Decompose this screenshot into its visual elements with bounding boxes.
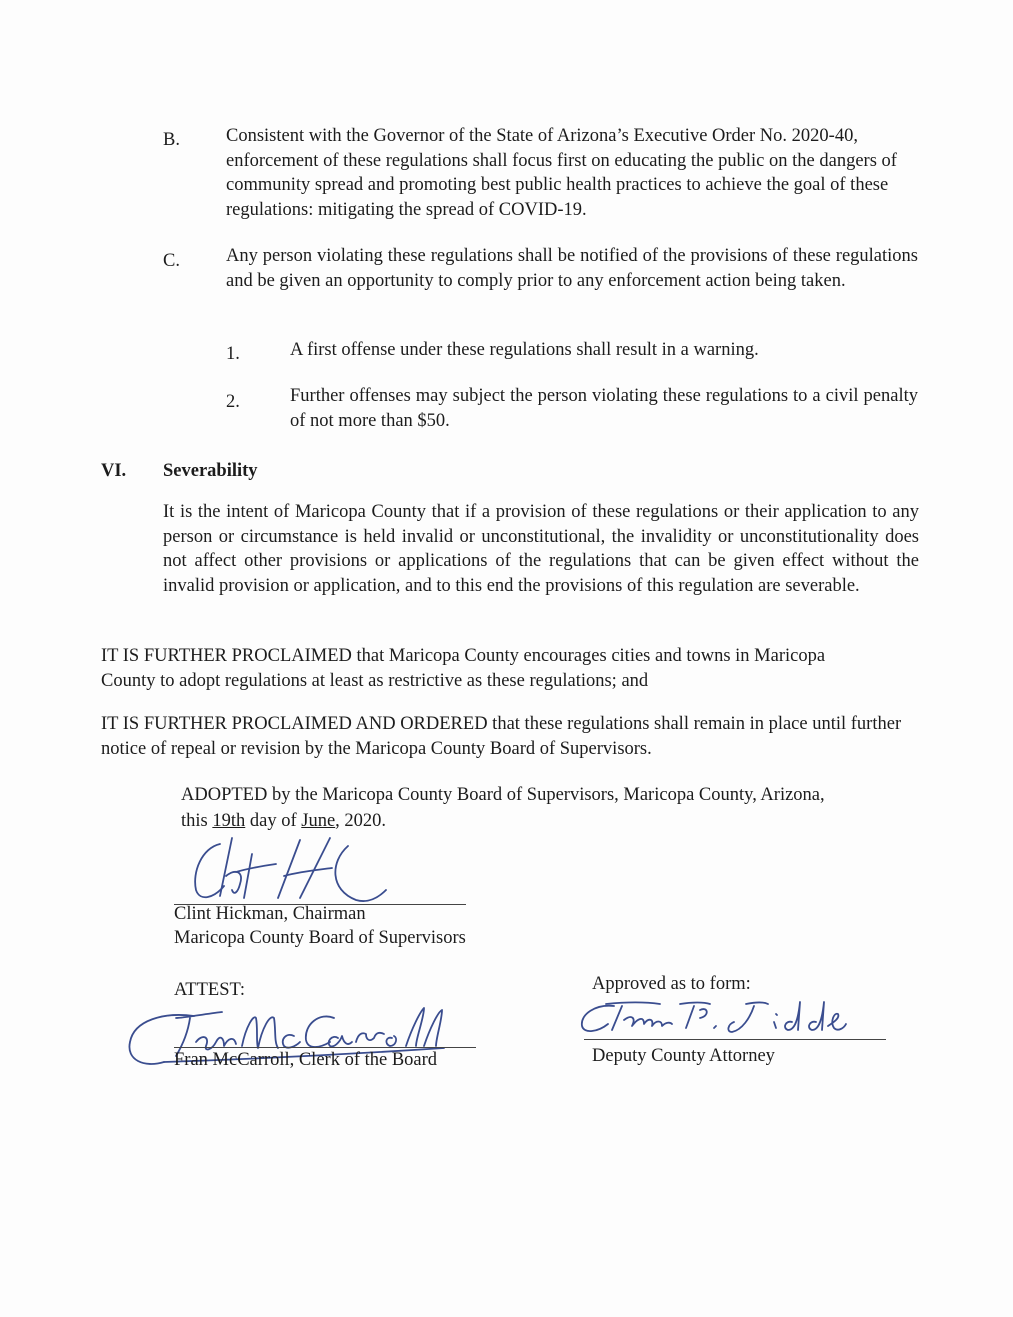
item-1-text: A first offense under these regulations shall result in a warning. bbox=[290, 340, 759, 360]
attest-label: ATTEST: bbox=[174, 980, 246, 1000]
chairman-org: Maricopa County Board of Supervisors bbox=[174, 928, 466, 948]
section-vi-text: It is the intent of Maricopa County that if a provision of these regulations or their application to any person or circumstance is held invalid or unconstitutional, the invalidity or unconstitutionality does not affect other provisions or applications of the regulations that can be given effect without the invalid provision or application, and to this end the provisions of this regulation are severable. bbox=[163, 502, 919, 596]
adopted-line-2 bbox=[181, 809, 581, 834]
approved-signature-line bbox=[584, 1039, 886, 1040]
chairman-signature bbox=[180, 832, 390, 908]
section-c-text: Any person violating these regulations shall be notified of the provisions of these regulations and be given an opportunity to comply prior to any enforcement action being taken. bbox=[226, 246, 918, 291]
item-2-label: 2. bbox=[226, 392, 240, 412]
section-vi-label: VI. bbox=[101, 461, 127, 481]
section-vi-heading: Severability bbox=[163, 461, 258, 481]
chairman-name: Clint Hickman, Chairman bbox=[174, 904, 366, 924]
section-b-label: B. bbox=[163, 130, 180, 150]
adopted-line-1: ADOPTED by the Maricopa County Board of Supervisors, Maricopa County, Arizona, bbox=[181, 785, 825, 805]
adopted-year: , 2020. bbox=[335, 811, 387, 831]
approved-signature bbox=[576, 994, 846, 1040]
approved-title: Deputy County Attorney bbox=[592, 1046, 775, 1066]
section-b-text: Consistent with the Governor of the State of Arizona’s Executive Order No. 2020-40, enforcement of these regulations shall focus first on educating the public on the dangers of community spread and promoting best public health practices to achieve the goal of these regulations: mitigating the spread of COVID-19. bbox=[226, 126, 897, 220]
adopted-day: 19th bbox=[212, 811, 246, 831]
adopted-month: June bbox=[301, 811, 336, 831]
item-1-label: 1. bbox=[226, 344, 240, 364]
item-2-text: Further offenses may subject the person violating these regulations to a civil penalty of not more than $50. bbox=[290, 386, 918, 431]
proclamation-2: IT IS FURTHER PROCLAIMED AND ORDERED that these regulations shall remain in place until further notice of repeal or revision by the Maricopa County Board of Supervisors. bbox=[101, 714, 902, 759]
adopted-day-of: day of bbox=[249, 811, 297, 831]
proclamation-1: IT IS FURTHER PROCLAIMED that Maricopa County encourages cities and towns in Maricopa County to adopt regulations at least as restrictive as these regulations; and bbox=[101, 646, 826, 691]
adopted-this: this bbox=[181, 811, 208, 831]
section-c-label: C. bbox=[163, 251, 180, 271]
attest-name: Fran McCarroll, Clerk of the Board bbox=[174, 1050, 438, 1070]
approved-label: Approved as to form: bbox=[592, 974, 751, 994]
